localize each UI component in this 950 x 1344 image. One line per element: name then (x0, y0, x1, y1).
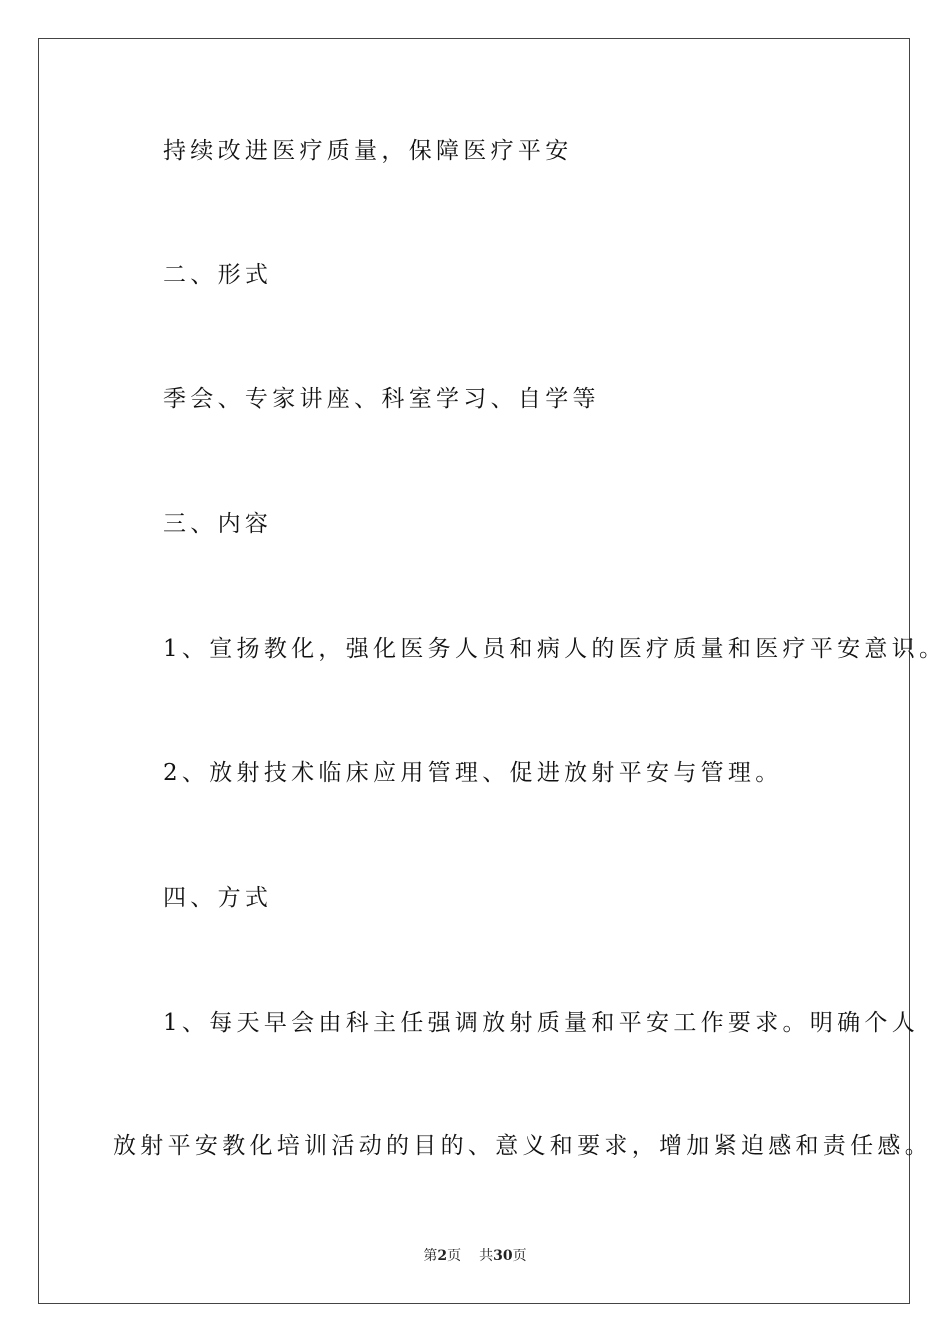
method-item-1-line-1: 1、每天早会由科主任强调放射质量和平安工作要求。明确个人 (163, 1010, 920, 1036)
footer-total-suffix: 页 (512, 1248, 527, 1264)
content-item-1: 1、宣扬教化，强化医务人员和病人的医疗质量和医疗平安意识。 (163, 636, 947, 662)
page-border (38, 38, 910, 1304)
content-item-2: 2、放射技术临床应用管理、促进放射平安与管理。 (163, 760, 783, 786)
section-heading-form: 二、形式 (163, 262, 273, 288)
section-heading-method: 四、方式 (163, 885, 273, 911)
page-footer (0, 1247, 950, 1265)
method-item-1-line-2: 放射平安教化培训活动的目的、意义和要求，增加紧迫感和责任感。 (113, 1133, 932, 1159)
footer-total-prefix: 共 (479, 1248, 494, 1264)
section-heading-content: 三、内容 (163, 511, 273, 537)
paragraph-1: 持续改进医疗质量，保障医疗平安 (163, 138, 573, 164)
footer-page-prefix: 第 (423, 1248, 438, 1264)
footer-page-number: 2 (437, 1248, 448, 1264)
footer-page-suffix: 页 (447, 1248, 462, 1264)
paragraph-form-content: 季会、专家讲座、科室学习、自学等 (163, 386, 600, 412)
footer-total-pages: 30 (493, 1248, 513, 1264)
